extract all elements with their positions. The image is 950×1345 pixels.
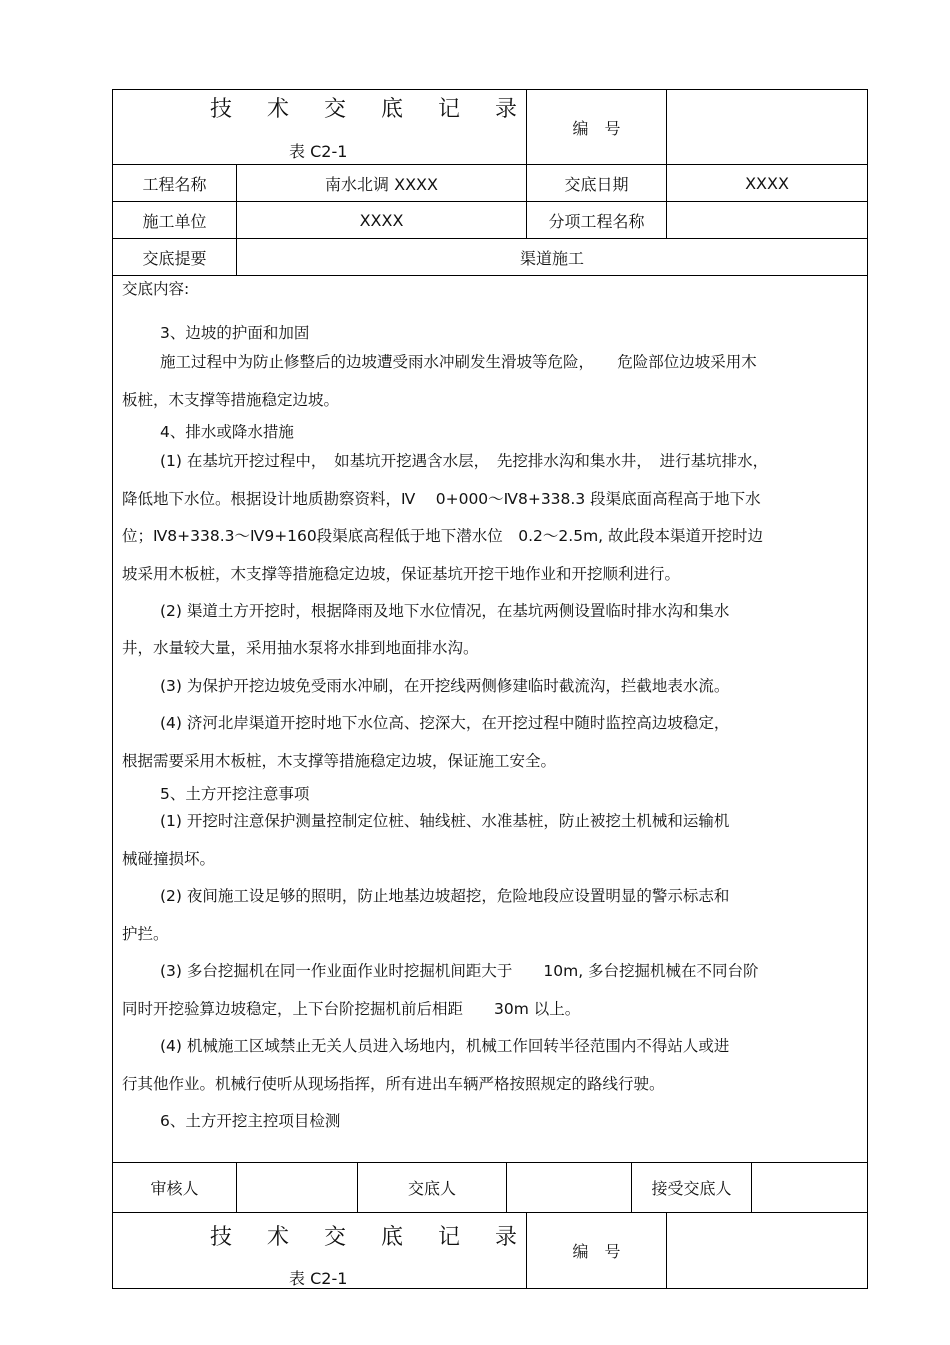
content-line: (3) 多台挖掘机在同一作业面作业时挖掘机间距大于 10m, 多台挖掘机械在不同台阶 — [160, 962, 759, 980]
content-line: 井，水量较大量，采用抽水泵将水排到地面排水沟。 — [122, 639, 479, 657]
content-line: (1) 开挖时注意保护测量控制定位桩、轴线桩、水准基桩，防止被挖土机械和运输机 — [160, 812, 730, 830]
reviewer-value[interactable] — [237, 1163, 357, 1212]
reviewer-label: 审核人 — [150, 1179, 199, 1198]
content-line: 6、土方开挖主控项目检测 — [160, 1112, 341, 1130]
discloser-value[interactable] — [507, 1163, 631, 1212]
content-line: 位；Ⅳ8+338.3～Ⅳ9+160段渠底高程低于地下潜水位 0.2～2.5m, 故此段本渠道开挖时边 — [122, 527, 764, 545]
date-value[interactable]: XXXX — [745, 173, 789, 193]
content-line: (2) 渠道土方开挖时，根据降雨及地下水位情况，在基坑两侧设置临时排水沟和集水 — [160, 602, 730, 620]
content-line: 板桩，木支撑等措施稳定边坡。 — [122, 391, 340, 409]
summary-value[interactable]: 渠道施工 — [519, 248, 584, 268]
number-value[interactable] — [667, 90, 867, 164]
document-title: 技 术 交 底 记 录 — [210, 97, 531, 122]
date-label: 交底日期 — [564, 174, 629, 194]
content-line: 械碰撞损坏。 — [122, 850, 216, 868]
content-line: 3、边坡的护面和加固 — [160, 324, 310, 342]
content-line: (4) 机械施工区域禁止无关人员进入场地内，机械工作回转半径范围内不得站人或进 — [160, 1037, 730, 1055]
next-page-form-number: 表 C2-1 — [289, 1269, 348, 1288]
content-line: 施工过程中为防止修整后的边坡遭受雨水冲刷发生滑坡等危险， 危险部位边坡采用木 — [160, 353, 757, 371]
content-line: 同时开挖验算边坡稳定，上下台阶挖掘机前后相距 30m 以上。 — [122, 1000, 581, 1018]
subproject-value[interactable] — [667, 202, 867, 238]
form-number: 表 C2-1 — [289, 142, 348, 161]
content-line: 4、排水或降水措施 — [160, 423, 294, 441]
project-name-label: 工程名称 — [142, 174, 207, 194]
contractor-label: 施工单位 — [142, 211, 207, 231]
content-line: 行其他作业。机械行使听从现场指挥，所有进出车辆严格按照规定的路线行驶。 — [122, 1075, 665, 1093]
content-line: 5、土方开挖注意事项 — [160, 785, 310, 803]
content-line: (2) 夜间施工设足够的照明，防止地基边坡超挖，危险地段应设置明显的警示标志和 — [160, 887, 730, 905]
content-line: (1) 在基坑开挖过程中， 如基坑开挖遇含水层， 先挖排水沟和集水井， 进行基坑排水， — [160, 452, 769, 470]
project-name-value[interactable]: 南水北调 XXXX — [325, 174, 438, 194]
receiver-label: 接受交底人 — [651, 1179, 732, 1198]
content-line: 降低地下水位。根据设计地质勘察资料，Ⅳ 0+000～Ⅳ8+338.3 段渠底面高程高于地下水 — [122, 490, 761, 508]
content-line: 坡采用木板桩，木支撑等措施稳定边坡，保证基坑开挖干地作业和开挖顺利进行。 — [122, 565, 681, 583]
content-line: (4) 济河北岸渠道开挖时地下水位高、挖深大，在开挖过程中随时监控高边坡稳定， — [160, 714, 730, 732]
content-line: 护拦。 — [122, 925, 169, 943]
contractor-value[interactable]: XXXX — [359, 210, 404, 230]
content-line: 根据需要采用木板桩，木支撑等措施稳定边坡，保证施工安全。 — [122, 752, 557, 770]
content-label: 交底内容: — [122, 280, 190, 298]
next-page-title: 技 术 交 底 记 录 — [210, 1225, 531, 1250]
discloser-label: 交底人 — [407, 1179, 456, 1198]
summary-label: 交底提要 — [142, 248, 207, 268]
subproject-label: 分项工程名称 — [548, 211, 645, 231]
number-label: 编 号 — [572, 118, 621, 138]
receiver-value[interactable] — [752, 1163, 867, 1212]
content-line: (3) 为保护开挖边坡免受雨水冲刷，在开挖线两侧修建临时截流沟，拦截地表水流。 — [160, 677, 730, 695]
next-page-number-label: 编 号 — [572, 1242, 621, 1261]
